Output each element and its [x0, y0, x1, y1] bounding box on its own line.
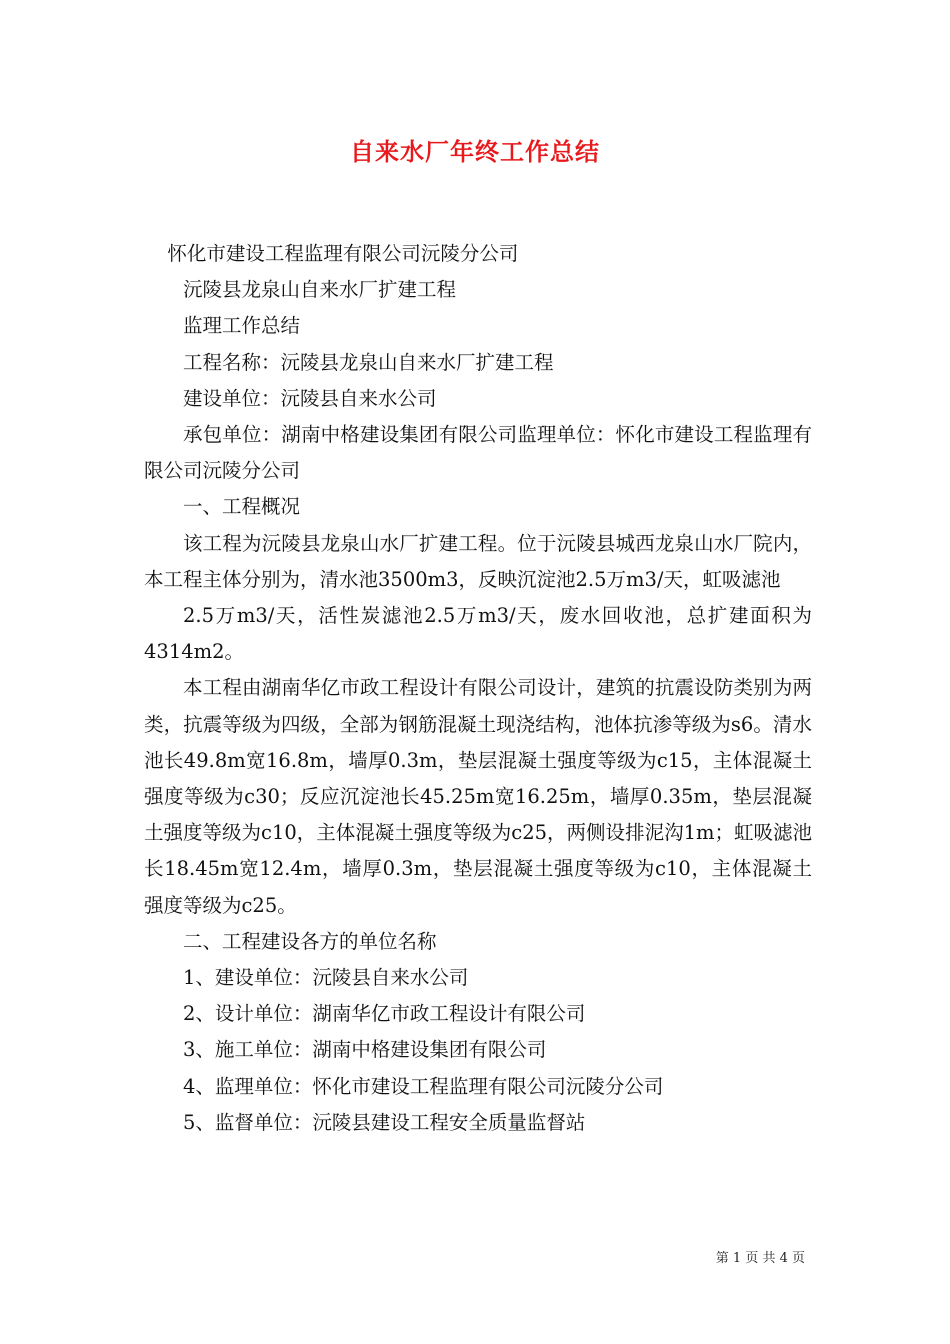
- paragraph-overview-2: 2.5万m3/天，活性炭滤池2.5万m3/天，废水回收池，总扩建面积为4314m2。: [144, 604, 812, 664]
- paragraph-project-name: 工程名称：沅陵县龙泉山自来水厂扩建工程: [183, 350, 554, 374]
- list-item-party-5: 5、监督单位：沅陵县建设工程安全质量监督站: [183, 1110, 586, 1134]
- paragraph-overview-3: 本工程由湖南华亿市政工程设计有限公司设计，建筑的抗震设防类别为两类，抗震等级为四级，全部为钢筋混凝土现浇结构，池体抗渗等级为s6。清水池长49.8m宽16.8m，墙厚0.3m，垫层混凝土强度等级为c15，主体混凝土强度等级为c30；反应沉淀池长45.25m宽16.25m，墙厚0.35m，垫层混凝土强度等级为c10，主体混凝土强度等级为c25，两侧设排泥沟1m；虹吸滤池长18.45m宽12.4m，墙厚0.3m，垫层混凝土强度等级为c10，主体混凝土强度等级为c25。: [144, 676, 812, 917]
- paragraph-overview-1: 该工程为沅陵县龙泉山水厂扩建工程。位于沅陵县城西龙泉山水厂院内，本工程主体分别为，清水池3500m3，反映沉淀池2.5万m3/天，虹吸滤池: [144, 531, 812, 591]
- paragraph-contractor: 承包单位：湖南中格建设集团有限公司监理单位：怀化市建设工程监理有限公司沅陵分公司: [144, 423, 812, 483]
- list-item-party-4: 4、监理单位：怀化市建设工程监理有限公司沅陵分公司: [183, 1074, 664, 1098]
- list-item-party-1: 1、建设单位：沅陵县自来水公司: [183, 966, 469, 990]
- list-item-party-3: 3、施工单位：湖南中格建设集团有限公司: [183, 1038, 547, 1062]
- paragraph-builder: 建设单位：沅陵县自来水公司: [183, 386, 437, 410]
- section-heading-parties: 二、工程建设各方的单位名称: [183, 929, 437, 953]
- section-heading-overview: 一、工程概况: [183, 495, 301, 519]
- list-item-party-2: 2、设计单位：湖南华亿市政工程设计有限公司: [183, 1002, 586, 1026]
- paragraph-project: 沅陵县龙泉山自来水厂扩建工程: [183, 278, 457, 302]
- document-body: [144, 236, 812, 1141]
- paragraph-summary-title: 监理工作总结: [183, 314, 301, 338]
- document-title: 自来水厂年终工作总结: [350, 138, 600, 166]
- paragraph-company: 怀化市建设工程监理有限公司沅陵分公司: [167, 242, 519, 265]
- page-number: 第 1 页 共 4 页: [715, 1251, 805, 1266]
